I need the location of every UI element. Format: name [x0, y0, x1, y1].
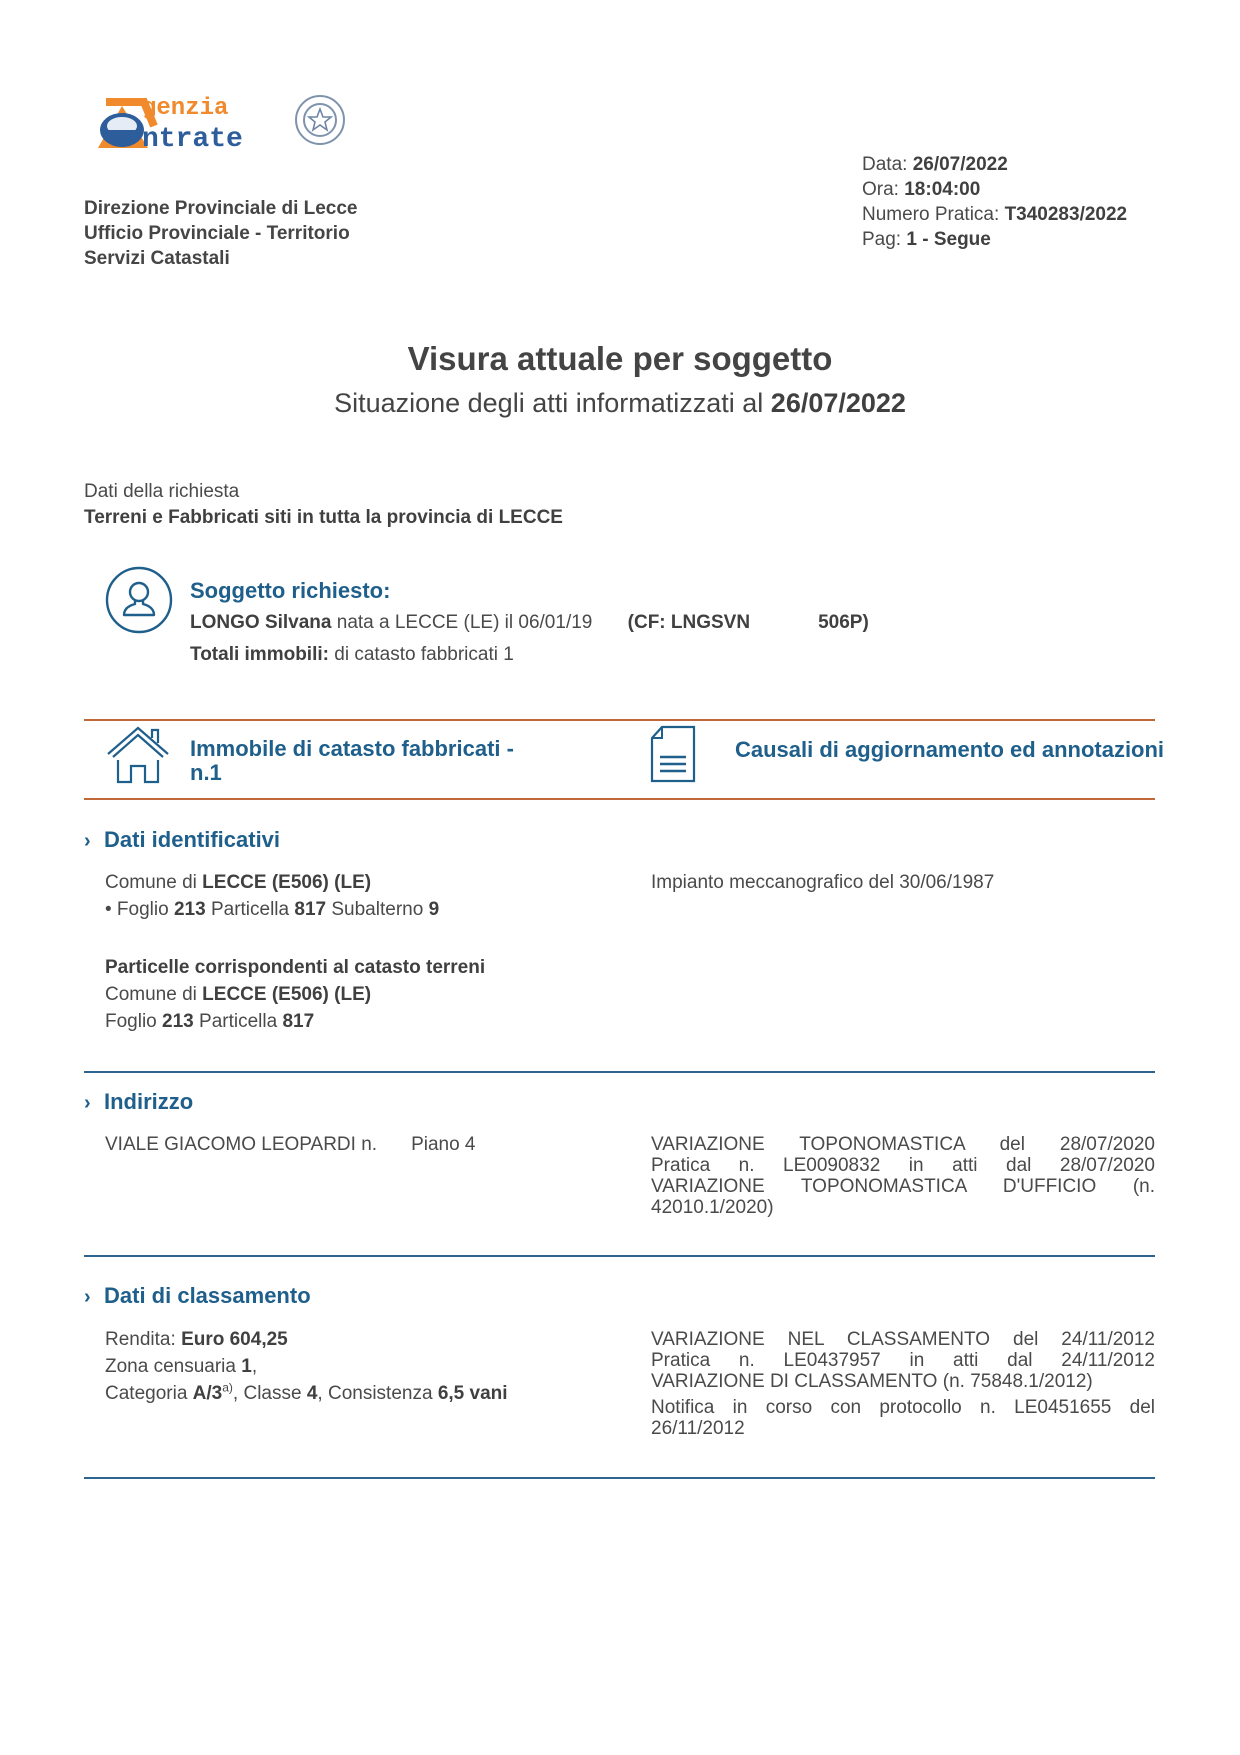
dati-identificativi-left: Comune di LECCE (E506) (LE) • Foglio 213 Particella 817 Subalterno 9	[105, 872, 440, 920]
soggetto-name: LONGO Silvana	[190, 612, 332, 633]
causali-heading: Causali di aggiornamento ed annotazioni	[735, 737, 1165, 762]
section-dati-identificativi[interactable]: › Dati identificativi	[84, 827, 281, 852]
meta-pratica: Numero Pratica: T340283/2022	[862, 204, 1128, 225]
divider	[84, 798, 1155, 800]
dati-richiesta	[84, 479, 563, 531]
divider	[84, 1071, 1155, 1073]
soggetto-heading: Soggetto richiesto:	[190, 578, 391, 603]
indirizzo-right: VARIAZIONE TOPONOMASTICA del 28/07/2020 Pratica n. LE0090832 in atti dal 28/07/2020 VARIAZIONE TOPONOMASTICA D'UFFICIO (n. 42010.1/2020)	[651, 1134, 1155, 1218]
soggetto-totali: Totali immobili: di catasto fabbricati 1	[190, 644, 514, 665]
agenzia-entrate-logo	[92, 86, 352, 156]
richiesta-value: Terreni e Fabbricati siti in tutta la provincia di LECCE	[84, 507, 563, 528]
chevron-right-icon: ›	[84, 830, 91, 852]
immobile-heading: Immobile di catasto fabbricati - n.1	[190, 736, 514, 785]
office-line: Servizi Catastali	[84, 248, 230, 269]
meta-pagina: Pag: 1 - Segue	[862, 229, 991, 250]
chevron-right-icon: ›	[84, 1286, 91, 1308]
section-indirizzo[interactable]: › Indirizzo	[84, 1089, 194, 1114]
svg-text:genzia: genzia	[142, 95, 229, 122]
meta-data: Data: 26/07/2022	[862, 154, 1008, 175]
soggetto-richiesto	[190, 577, 869, 671]
soggetto-birth: nata a LECCE (LE) il 06/01/19	[336, 612, 593, 633]
soggetto-cf-end: 506P)	[818, 612, 869, 633]
page-subtitle: Situazione degli atti informatizzati al 26/07/2022	[334, 388, 906, 418]
indirizzo-address: VIALE GIACOMO LEOPARDI n. Piano 4	[105, 1134, 476, 1155]
office-block	[84, 196, 358, 271]
categoria-note: a)	[222, 1380, 233, 1395]
svg-text:ntrate: ntrate	[142, 124, 243, 155]
divider	[84, 1255, 1155, 1257]
section-dati-classamento[interactable]: › Dati di classamento	[84, 1283, 311, 1308]
dati-identificativi-right: Impianto meccanografico del 30/06/1987	[651, 872, 995, 893]
meta-ora: Ora: 18:04:00	[862, 179, 981, 200]
soggetto-cf-start: (CF: LNGSVN	[627, 612, 751, 633]
soggetto-details	[190, 607, 869, 639]
chevron-right-icon: ›	[84, 1092, 91, 1114]
page-title: Visura attuale per soggetto	[407, 340, 833, 377]
divider	[84, 1477, 1155, 1479]
classamento-left: Rendita: Euro 604,25 Zona censuaria 1, Categoria A/3$^{a)}$, Classe 4, Consistenza 6,5 vani	[105, 1329, 508, 1404]
document-meta	[862, 152, 1127, 252]
office-line: Ufficio Provinciale - Territorio	[84, 223, 350, 244]
person-icon	[104, 565, 174, 635]
house-icon	[104, 724, 172, 784]
richiesta-label: Dati della richiesta	[84, 481, 240, 502]
office-line: Direzione Provinciale di Lecce	[84, 198, 358, 219]
document-icon	[650, 725, 696, 783]
classamento-right: VARIAZIONE NEL CLASSAMENTO del 24/11/2012 Pratica n. LE0437957 in atti dal 24/11/2012 VARIAZIONE DI CLASSAMENTO (n. 75848.1/2012) Notifica in corso con protocollo n. LE0451655 del 26/11/2012	[651, 1329, 1155, 1439]
divider	[84, 719, 1155, 721]
particelle-terreni: Particelle corrispondenti al catasto terreni Comune di LECCE (E506) (LE) Foglio 213 Particella 817	[105, 957, 486, 1032]
